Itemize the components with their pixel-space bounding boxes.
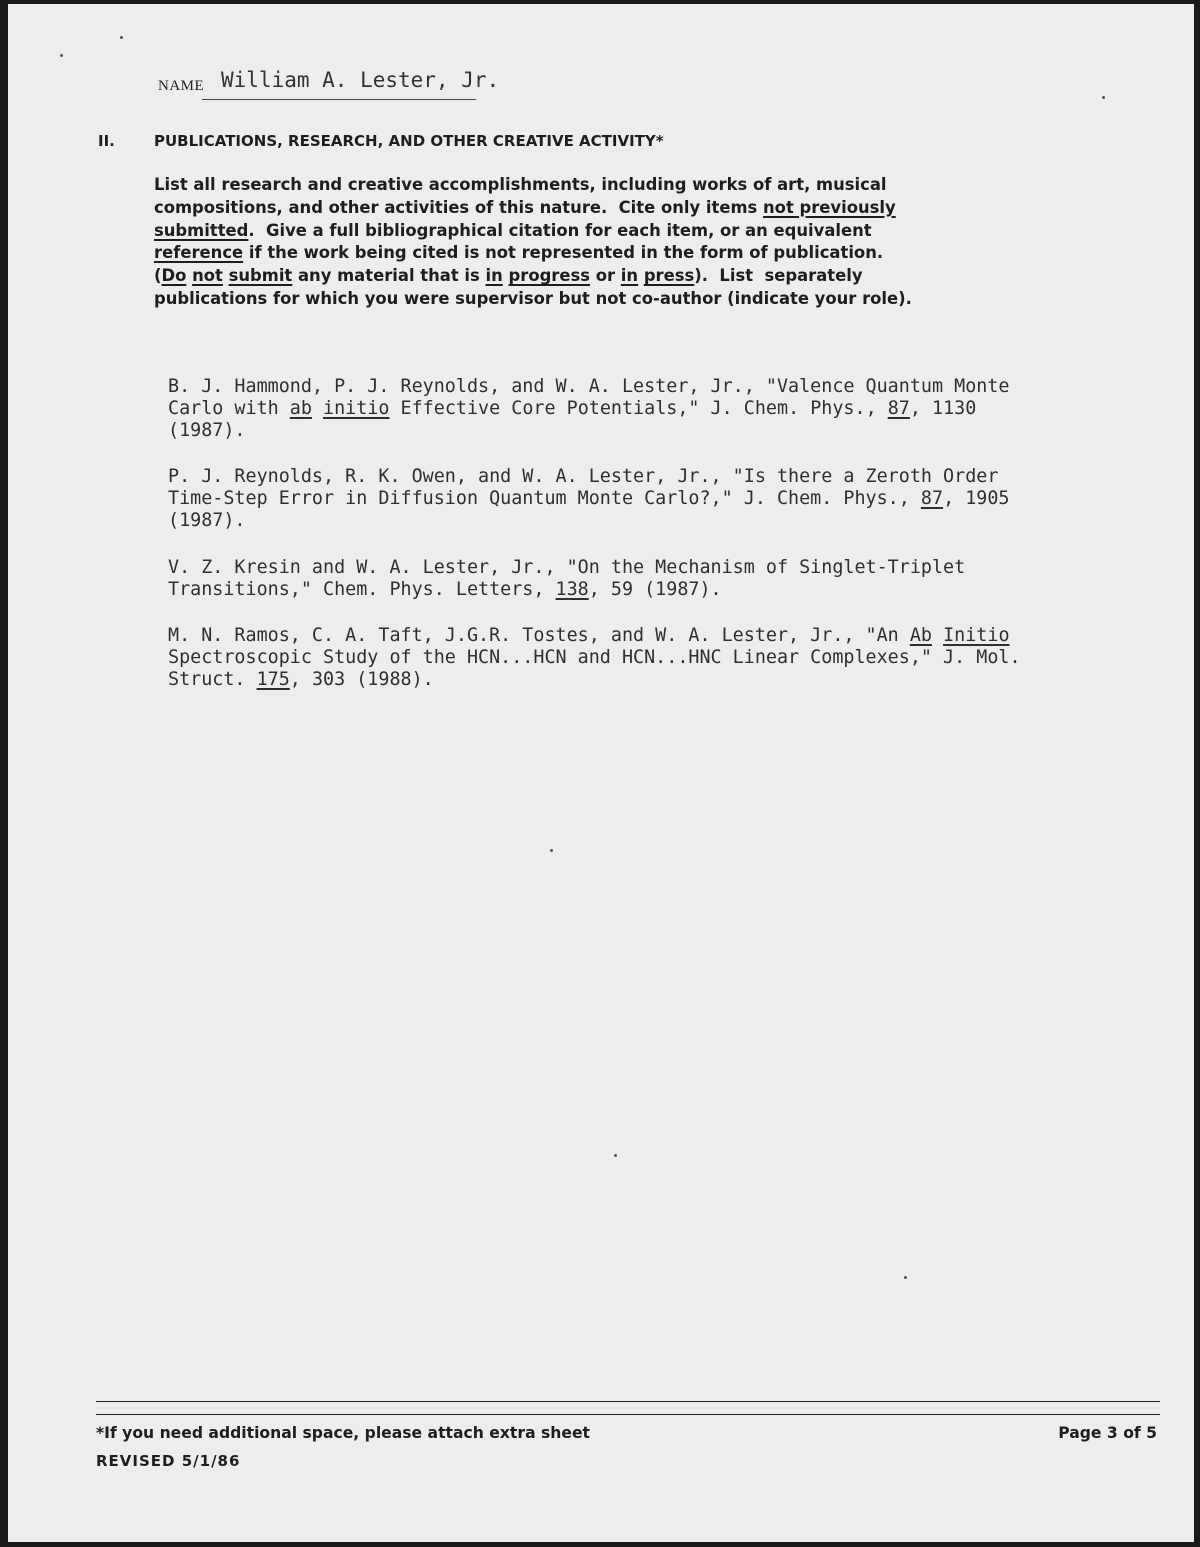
scan-speck (60, 54, 63, 57)
footer-rule (96, 1401, 1160, 1402)
instructions-line (154, 220, 1084, 243)
name-underline (202, 99, 476, 100)
citation-text: Carlo with (168, 397, 290, 419)
citation-line: (1987). (168, 509, 246, 531)
scan-speck (1102, 96, 1105, 99)
citation-item (168, 466, 1073, 531)
citation-item (168, 625, 1073, 690)
instructions-text: ). List separately (694, 266, 863, 286)
section-title: PUBLICATIONS, RESEARCH, AND OTHER CREATIVE ACTIVITY* (154, 132, 664, 150)
underlined-text: in (485, 266, 503, 286)
underlined-text: initio (323, 397, 390, 419)
instructions-line (154, 265, 1084, 288)
instructions-line (154, 197, 1084, 220)
instructions-paragraph (154, 174, 1084, 311)
instructions-line (154, 288, 1084, 311)
citation-line: B. J. Hammond, P. J. Reynolds, and W. A. Lester, Jr., "Valence Quantum Monte (168, 376, 1010, 397)
instructions-line (154, 242, 1084, 265)
underlined-text: reference (154, 243, 244, 263)
citation-text: , 59 (1987). (588, 578, 722, 600)
citation-text: , 1130 (909, 397, 977, 419)
underlined-text: 175 (256, 668, 290, 690)
scan-speck (904, 1276, 907, 1279)
citation-line: P. J. Reynolds, R. K. Owen, and W. A. Lester, Jr., "Is there a Zeroth Order (168, 466, 999, 488)
section-number: II. (98, 132, 115, 150)
name-value: William A. Lester, Jr. (221, 68, 500, 92)
underlined-text: Do (161, 266, 187, 286)
instructions-text: compositions, and other activities of this nature. Cite only items (154, 197, 764, 217)
underlined-text: not (192, 266, 223, 286)
scan-speck (550, 849, 553, 852)
underlined-text: not previously (763, 197, 896, 217)
citation-line: (1987). (168, 419, 246, 441)
underlined-text: Ab (909, 625, 932, 647)
citation-line (168, 488, 1073, 510)
citation-line: Spectroscopic Study of the HCN...HCN and HCN...HNC Linear Complexes," J. Mol. (168, 647, 1021, 669)
citation-text: Transitions," Chem. Phys. Letters, (168, 578, 556, 600)
scan-speck (614, 1154, 617, 1157)
underlined-text: Initio (943, 625, 1010, 647)
underlined-text: 87 (920, 488, 944, 510)
revision-date: REVISED 5/1/86 (96, 1452, 241, 1470)
instructions-text: publications for which you were supervisor but not co-author (indicate your role). (154, 288, 912, 308)
instructions-text: if the work being cited is not represented in the form of publication. (243, 243, 884, 263)
citation-text: , 1905 (943, 488, 1010, 510)
instructions-text: any material that is (292, 266, 486, 286)
citation-line: V. Z. Kresin and W. A. Lester, Jr., "On the Mechanism of Singlet-Triplet (168, 556, 966, 578)
name-label: NAME (158, 78, 205, 94)
citation-line (168, 579, 1073, 601)
footnote: *If you need additional space, please attach extra sheet (96, 1424, 591, 1442)
citation-text: Time-Step Error in Diffusion Quantum Monte Carlo?," J. Chem. Phys., (168, 488, 921, 510)
citation-line (168, 669, 1073, 691)
footer-rule (96, 1414, 1160, 1415)
underlined-text: progress (508, 266, 591, 286)
citation-item (168, 376, 1073, 441)
underlined-text: ab (289, 397, 312, 419)
citation-item (168, 557, 1073, 601)
citation-line (168, 398, 1073, 420)
scan-speck (120, 36, 123, 39)
instructions-text: or (590, 266, 621, 286)
instructions-text: List all research and creative accomplishments, including works of art, musical (154, 175, 887, 194)
citation-text: Effective Core Potentials," J. Chem. Phys., (389, 397, 888, 419)
underlined-text: in (620, 266, 639, 286)
citation-list (168, 376, 1073, 716)
underlined-text: press (643, 266, 695, 286)
citation-text: Struct. (168, 668, 257, 690)
instructions-text: ( (154, 266, 162, 286)
underlined-text: submit (228, 266, 293, 286)
page-number: Page 3 of 5 (1058, 1424, 1157, 1442)
citation-line (168, 625, 1073, 647)
underlined-text: 87 (887, 397, 910, 419)
citation-text: M. N. Ramos, C. A. Taft, J.G.R. Tostes, and W. A. Lester, Jr., "An (168, 625, 910, 647)
document-page (8, 4, 1194, 1542)
citation-text: , 303 (1988). (289, 668, 434, 690)
underlined-text: 138 (555, 578, 589, 600)
underlined-text: submitted (154, 220, 249, 240)
instructions-line (154, 174, 1084, 197)
instructions-text: . Give a full bibliographical citation for each item, or an equivalent (248, 220, 872, 240)
